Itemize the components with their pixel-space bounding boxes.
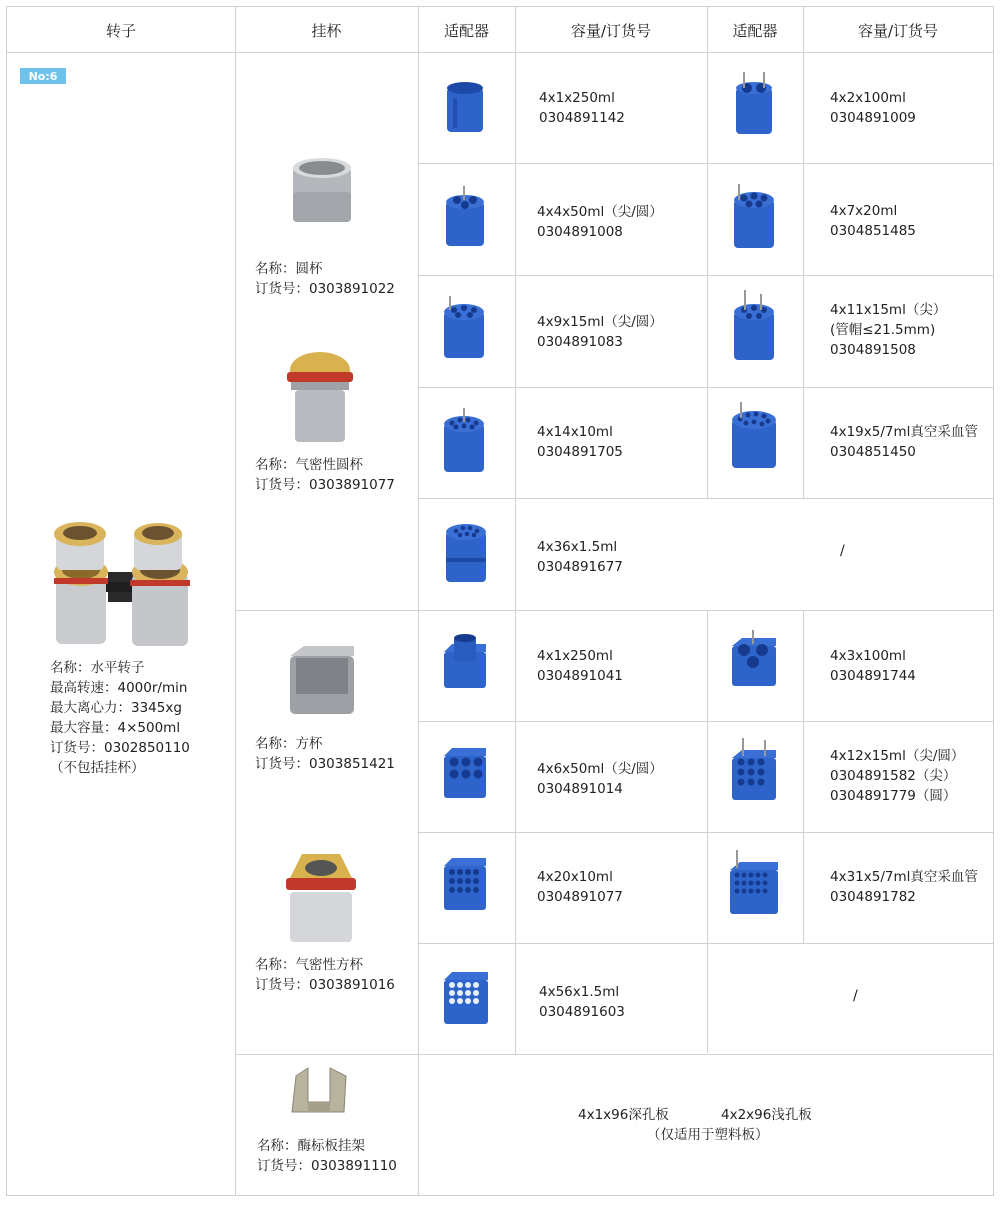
adapter-spec-left — [537, 422, 623, 462]
row-divider — [418, 387, 993, 388]
col-divider — [418, 7, 419, 1195]
round-adapter-icon — [442, 182, 488, 250]
round-adapter-icon — [732, 68, 776, 138]
bucket-info — [257, 1136, 397, 1176]
order-no: 0304891009 — [830, 110, 916, 126]
header-adapter: 适配器 — [443, 21, 489, 40]
not-available: / — [853, 988, 858, 1004]
adapter-spec-right — [830, 422, 978, 462]
bucket-info — [255, 455, 395, 495]
order-no-tip: 0304891582（尖） — [830, 768, 957, 784]
cap-limit: (管帽≤21.5mm) — [830, 322, 936, 338]
square-adapter-icon — [728, 736, 780, 804]
order-no: 0304851485 — [830, 223, 916, 239]
adapter-spec-left — [537, 202, 663, 242]
row-divider — [418, 832, 993, 833]
capacity: 4x20x10ml — [537, 869, 613, 885]
bucket-name: 名称：气密性圆杯 — [255, 457, 363, 473]
round-adapter-icon — [442, 520, 490, 586]
row-divider — [235, 1054, 993, 1055]
plate-spec-note: （仅适用于塑料板） — [647, 1127, 769, 1143]
adapter-spec-left — [537, 646, 623, 686]
header-rotor: 转子 — [105, 21, 136, 40]
header-capacity: 容量/订货号 — [570, 21, 652, 40]
capacity: 4x4x50ml（尖/圆） — [537, 204, 663, 220]
adapter-spec-right — [830, 746, 964, 806]
order-no: 0304891744 — [830, 668, 916, 684]
sealed-square-bucket-icon — [282, 848, 360, 946]
order-no: 0304891603 — [539, 1004, 625, 1020]
rotor-max-speed: 最高转速：4000r/min — [50, 680, 188, 696]
capacity: 4x19x5/7ml真空采血管 — [830, 424, 978, 440]
square-adapter-icon — [728, 628, 780, 690]
bucket-info — [255, 734, 395, 774]
round-adapter-icon — [730, 288, 778, 364]
row-divider — [418, 275, 993, 276]
row-divider — [418, 943, 993, 944]
bucket-name: 名称：圆杯 — [255, 261, 323, 277]
round-adapter-icon — [443, 80, 487, 136]
adapter-spec-right — [830, 201, 916, 241]
square-adapter-icon — [440, 854, 490, 914]
bucket-name: 名称：气密性方杯 — [255, 957, 363, 973]
rotor-max-capacity: 最大容量：4×500ml — [50, 720, 181, 736]
bucket-name: 名称：酶标板挂架 — [257, 1138, 365, 1154]
bucket-info — [255, 955, 395, 995]
col-divider — [515, 7, 516, 1054]
bucket-order-no: 订货号：0303851421 — [255, 756, 395, 772]
capacity: 4x1x250ml — [539, 90, 615, 106]
square-adapter-icon — [440, 966, 492, 1028]
order-no: 0304891077 — [537, 889, 623, 905]
round-adapter-icon — [730, 180, 778, 252]
col-divider — [707, 53, 708, 499]
order-no: 0304891142 — [539, 110, 625, 126]
order-no: 0304891008 — [537, 224, 623, 240]
not-available: / — [840, 543, 845, 559]
round-bucket-icon — [287, 154, 357, 232]
adapter-spec-right — [830, 88, 916, 128]
col-divider — [803, 610, 804, 943]
capacity: 4x2x100ml — [830, 90, 906, 106]
square-adapter-icon — [726, 848, 782, 918]
adapter-spec-left — [537, 537, 623, 577]
capacity: 4x3x100ml — [830, 648, 906, 664]
capacity: 4x7x20ml — [830, 203, 898, 219]
adapter-spec-left — [539, 88, 625, 128]
rotor-note: （不包括挂杯） — [50, 760, 145, 776]
capacity: 4x6x50ml（尖/圆） — [537, 761, 663, 777]
bucket-order-no: 订货号：0303891022 — [255, 281, 395, 297]
bucket-info — [255, 259, 395, 299]
order-no: 0304891782 — [830, 889, 916, 905]
adapter-spec-left — [539, 982, 625, 1022]
rotor-max-rcf: 最大离心力：3345xg — [50, 700, 182, 716]
bucket-name: 名称：方杯 — [255, 736, 323, 752]
row-divider — [418, 721, 993, 722]
adapter-spec-left — [537, 759, 663, 799]
capacity: 4x56x1.5ml — [539, 984, 620, 1000]
row-divider — [418, 498, 993, 499]
bucket-order-no: 订货号：0303891077 — [255, 477, 395, 493]
plate-spec-deep: 4x1x96深孔板 — [578, 1107, 669, 1123]
capacity: 4x14x10ml — [537, 424, 613, 440]
rotor-spec-list — [50, 658, 190, 778]
capacity: 4x11x15ml（尖） — [830, 302, 947, 318]
swing-rotor-icon — [48, 522, 198, 650]
sealed-round-bucket-icon — [283, 350, 357, 446]
row-divider — [418, 163, 993, 164]
round-adapter-icon — [440, 292, 488, 362]
round-adapter-icon — [440, 404, 488, 476]
adapter-spec-right — [830, 300, 946, 360]
square-adapter-icon — [440, 632, 490, 692]
adapter-spec-right — [830, 867, 978, 907]
bucket-order-no: 订货号：0303891110 — [257, 1158, 397, 1174]
header-bucket: 挂杯 — [311, 21, 342, 40]
order-no: 0304891508 — [830, 342, 916, 358]
order-no-round: 0304891779（圆） — [830, 788, 957, 804]
row-divider — [235, 610, 993, 611]
square-adapter-icon — [440, 742, 490, 802]
adapter-spec-left — [537, 312, 663, 352]
header-capacity: 容量/订货号 — [857, 21, 939, 40]
header-adapter: 适配器 — [732, 21, 778, 40]
adapter-spec-right — [830, 646, 916, 686]
bucket-order-no: 订货号：0303891016 — [255, 977, 395, 993]
plate-carrier-icon — [286, 1062, 352, 1122]
col-divider — [803, 53, 804, 499]
square-bucket-icon — [284, 642, 360, 720]
plate-spec-shallow: 4x2x96浅孔板 — [721, 1107, 812, 1123]
order-no: 0304891083 — [537, 334, 623, 350]
rotor-order-no: 订货号：0302850110 — [50, 740, 190, 756]
capacity: 4x12x15ml（尖/圆） — [830, 748, 965, 764]
capacity: 4x9x15ml（尖/圆） — [537, 314, 663, 330]
order-no: 0304891041 — [537, 668, 623, 684]
order-no: 0304891705 — [537, 444, 623, 460]
order-no: 0304891677 — [537, 559, 623, 575]
capacity: 4x31x5/7ml真空采血管 — [830, 869, 978, 885]
capacity: 4x1x250ml — [537, 648, 613, 664]
rotor-name: 名称：水平转子 — [50, 660, 145, 676]
capacity: 4x36x1.5ml — [537, 539, 618, 555]
order-no: 0304891014 — [537, 781, 623, 797]
round-adapter-icon — [728, 398, 780, 472]
adapter-spec-left — [537, 867, 623, 907]
order-no: 0304851450 — [830, 444, 916, 460]
model-badge: No:6 — [20, 68, 66, 84]
col-divider — [235, 7, 236, 1195]
